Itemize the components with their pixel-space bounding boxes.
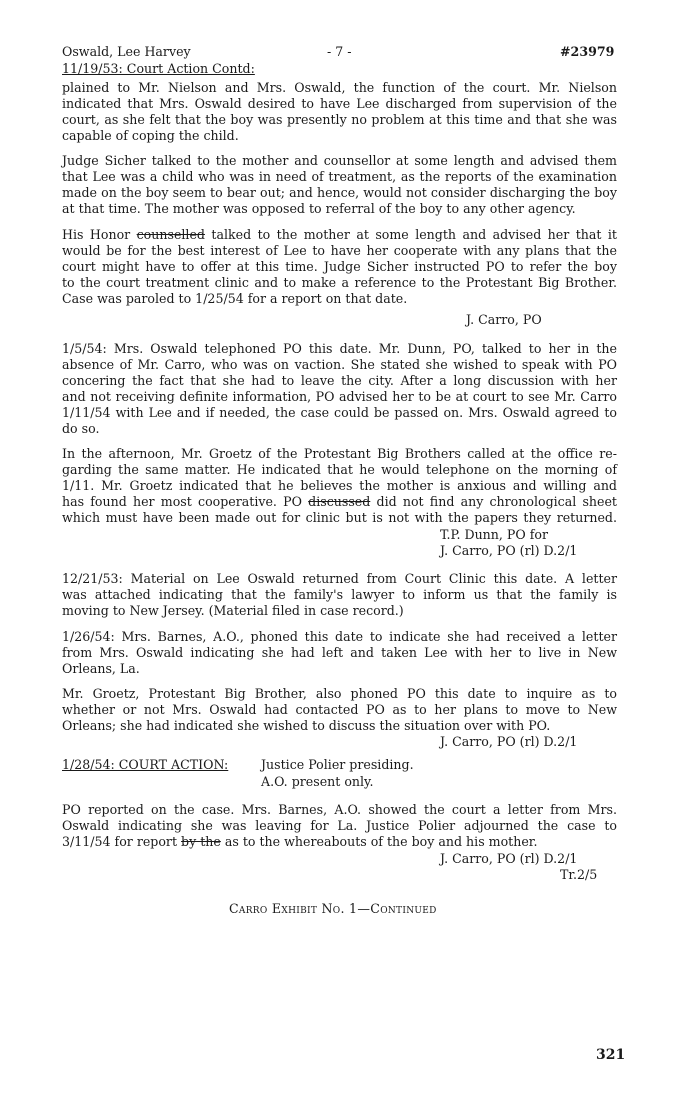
- entry-heading: 11/19/53: Court Action Contd:: [62, 61, 255, 76]
- signature: J. Carro, PO (rl) D.2/1: [440, 543, 578, 558]
- paragraph-line: and not receiving definite information, PO advised her to be at court to see Mr. Carro: [62, 389, 617, 404]
- paragraph-line: garding the same matter. He indicated that he would telephone on the morning of: [62, 462, 617, 477]
- signature: T.P. Dunn, PO for: [440, 527, 548, 542]
- paragraph-line: plained to Mr. Nielson and Mrs. Oswald, the function of the court. Mr. Nielson: [62, 80, 617, 95]
- text-run: His Honor: [62, 227, 131, 242]
- paragraph-line: Orleans; she had indicated she wished to discuss the situation over with PO.: [62, 718, 551, 733]
- paragraph-line: capable of coping the child.: [62, 128, 239, 143]
- court-action-text: Justice Polier presiding.: [261, 757, 414, 772]
- paragraph-line: Oswald indicating she was leaving for La. Justice Polier adjourned the case to: [62, 818, 617, 833]
- paragraph-line: [62, 494, 617, 510]
- paragraph-line: concering the fact that she had to leave the city. After a long discussion with her: [62, 373, 617, 388]
- paragraph-line: court might have to offer at this time. Judge Sicher instructed PO to refer the boy: [62, 259, 617, 274]
- court-action-heading: 1/28/54: COURT ACTION:: [62, 757, 229, 772]
- struck-text: discussed: [308, 494, 371, 509]
- paragraph-line: 1/11. Mr. Groetz indicated that he believes the mother is anxious and willing and: [62, 478, 617, 493]
- paragraph-line: PO reported on the case. Mrs. Barnes, A.O. showed the court a letter from Mrs.: [62, 802, 617, 817]
- text-run: talked to the mother at some length and advised her that it: [211, 227, 617, 242]
- paragraph-line: Orleans, La.: [62, 661, 140, 676]
- signature: J. Carro, PO: [466, 312, 542, 327]
- case-name: Oswald, Lee Harvey: [62, 44, 191, 59]
- paragraph-line: Case was paroled to 1/25/54 for a report on that date.: [62, 291, 408, 306]
- paragraph-line: do so.: [62, 421, 100, 436]
- text-run: did not find any chronological sheet: [376, 494, 617, 509]
- paragraph-line: moving to New Jersey. (Material filed in case record.): [62, 603, 404, 618]
- paragraph-line: 1/11/54 with Lee and if needed, the case could be passed on. Mrs. Oswald agreed to: [62, 405, 617, 420]
- paragraph-line: court, as she felt that the boy was presently no problem at this time and that she was: [62, 112, 617, 127]
- paragraph-line: In the afternoon, Mr. Groetz of the Protestant Big Brothers called at the office re-: [62, 446, 617, 461]
- paragraph-line: was attached indicating that the family's lawyer to inform us that the family is: [62, 587, 617, 602]
- paragraph-line: absence of Mr. Carro, who was on vaction. She stated she wished to speak with PO: [62, 357, 617, 372]
- paragraph-line: at that time. The mother was opposed to referral of the boy to any other agency.: [62, 201, 576, 216]
- page-number: 321: [596, 1047, 626, 1063]
- struck-text: counselled: [136, 227, 205, 242]
- paragraph-line: indicated that Mrs. Oswald desired to have Lee discharged from supervision of the: [62, 96, 617, 111]
- signature: J. Carro, PO (rl) D.2/1: [440, 851, 578, 866]
- page-marker: - 7 -: [327, 44, 352, 59]
- paragraph-line: that Lee was a child who was in need of treatment, as the reports of the examination: [62, 169, 617, 184]
- case-number: #23979: [560, 44, 615, 59]
- text-run: 3/11/54 for report: [62, 834, 178, 849]
- paragraph-line: whether or not Mrs. Oswald had contacted PO as to her plans to move to New: [62, 702, 617, 717]
- signature: J. Carro, PO (rl) D.2/1: [440, 734, 578, 749]
- court-action-text: A.O. present only.: [261, 774, 374, 789]
- transcript-ref: Tr.2/5: [560, 867, 598, 882]
- paragraph-line: Mr. Groetz, Protestant Big Brother, also phoned PO this date to inquire as to: [62, 686, 617, 701]
- paragraph-line: [62, 227, 617, 243]
- paragraph-line: would be for the best interest of Lee to have her cooperate with any plans that the: [62, 243, 617, 258]
- paragraph-line: 1/5/54: Mrs. Oswald telephoned PO this date. Mr. Dunn, PO, talked to her in the: [62, 341, 617, 356]
- text-run: as to the whereabouts of the boy and his mother.: [224, 834, 538, 849]
- paragraph-line: from Mrs. Oswald indicating she had left and taken Lee with her to live in New: [62, 645, 617, 660]
- text-run: has found her most cooperative. PO: [62, 494, 302, 509]
- paragraph-line: to the court treatment clinic and to make a reference to the Protestant Big Brother.: [62, 275, 617, 290]
- paragraph-line: [62, 834, 537, 850]
- paragraph-line: Judge Sicher talked to the mother and counsellor at some length and advised them: [62, 153, 617, 168]
- paragraph-line: made on the boy seem to bear out; and hence, would not consider discharging the boy: [62, 185, 617, 200]
- paragraph-line: which must have been made out for clinic but is not with the papers they returned.: [62, 510, 617, 525]
- exhibit-caption: Carro Exhibit No. 1—Continued: [229, 901, 437, 916]
- paragraph-line: 1/26/54: Mrs. Barnes, A.O., phoned this date to indicate she had received a letter: [62, 629, 617, 644]
- struck-text: by the: [181, 834, 221, 849]
- paragraph-line: 12/21/53: Material on Lee Oswald returned from Court Clinic this date. A letter: [62, 571, 617, 586]
